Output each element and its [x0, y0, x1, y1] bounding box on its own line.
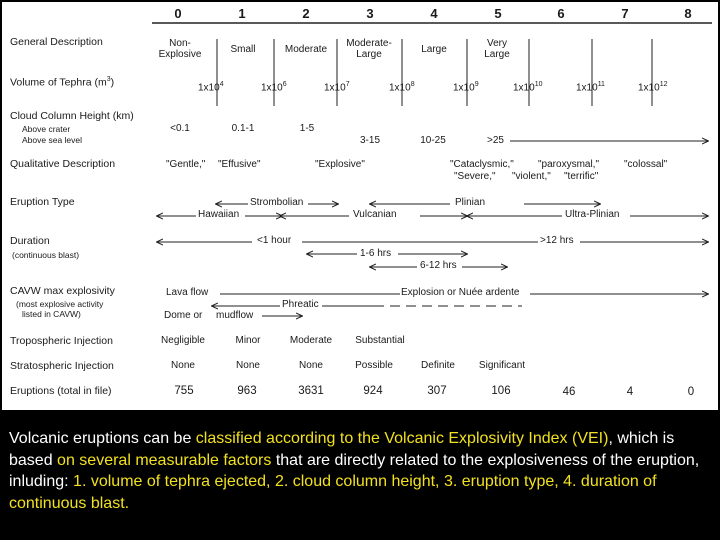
type-ultra-plinian: Ultra-Plinian: [565, 209, 620, 220]
cavw-phreatic: Phreatic: [282, 299, 319, 310]
row-label-volume: Volume of Tephra $(m^3)$: [10, 76, 115, 89]
vei-header-8: 8: [684, 6, 692, 21]
row-sublabel-cavw-2: listed in CAVW): [22, 309, 81, 319]
eruptions-vei-1: 963: [237, 385, 257, 397]
qual-effusive: "Effusive": [218, 159, 261, 170]
duration-6-12-hrs: 6-12 hrs: [420, 260, 457, 271]
volume-1e10: $1x10^{10}$: [513, 81, 543, 94]
vei-figure: [2, 2, 718, 410]
type-vulcanian: Vulcanian: [353, 209, 397, 220]
row-label-tropospheric: Tropospheric Injection: [10, 335, 113, 347]
cavw-explosion: Explosion or Nuée ardente: [401, 287, 520, 298]
eruptions-vei-3: 924: [363, 385, 383, 397]
eruptions-vei-5: 106: [491, 385, 511, 397]
qual-paroxysmal: "paroxysmal,": [538, 159, 600, 170]
cavw-dome-or: Dome or: [164, 310, 203, 321]
cavw-mudflow: mudflow: [216, 310, 254, 321]
row-label-stratospheric: Stratospheric Injection: [10, 360, 114, 372]
diagram-lines: [2, 2, 718, 410]
eruptions-vei-6: 46: [562, 386, 576, 398]
row-label-eruptions: Eruptions (total in file): [10, 385, 112, 397]
general-vei-4: Large: [421, 44, 447, 55]
duration-1-6-hrs: 1-6 hrs: [360, 248, 392, 259]
cavw-lava-flow: Lava flow: [166, 287, 209, 298]
cloud-vei-4: 10-25: [420, 135, 446, 146]
strat-vei-0: None: [171, 360, 195, 371]
row-label-duration: Duration: [10, 235, 50, 247]
vei-header-6: 6: [557, 6, 565, 21]
type-hawaiian: Hawaiian: [198, 209, 240, 220]
row-label-qualitative: Qualitative Description: [10, 158, 116, 170]
vei-header-4: 4: [430, 6, 438, 21]
general-vei-3: Moderate- Large: [346, 38, 392, 60]
qual-terrific: "terrific": [564, 171, 599, 182]
eruptions-vei-8: 0: [687, 386, 695, 398]
cloud-vei-3: 3-15: [359, 135, 381, 146]
cloud-vei-2: 1-5: [299, 123, 315, 134]
row-label-cloud-height: Cloud Column Height (km): [10, 110, 134, 122]
type-strombolian: Strombolian: [250, 197, 304, 208]
qual-explosive: "Explosive": [315, 159, 365, 170]
strat-vei-5: Significant: [478, 360, 526, 371]
row-sublabel-duration: (continuous blast): [12, 250, 80, 260]
general-vei-0: Non- Explosive: [158, 38, 202, 60]
volume-1e9: $1x10^9$: [453, 81, 479, 94]
general-vei-5: Very Large: [484, 38, 510, 60]
volume-1e12: $1x10^{12}$: [638, 81, 668, 94]
vei-header-5: 5: [494, 6, 502, 21]
row-label-eruption-type: Eruption Type: [10, 196, 75, 208]
qual-colossal: "colossal": [624, 159, 668, 170]
general-vei-1: Small: [230, 44, 256, 55]
strat-vei-4: Definite: [421, 360, 455, 371]
eruptions-vei-7: 4: [626, 386, 634, 398]
trop-vei-2: Moderate: [289, 335, 333, 346]
type-plinian: Plinian: [455, 197, 486, 208]
qual-cataclysmic: "Cataclysmic,": [450, 159, 514, 170]
row-sublabel-above-sea-level: Above sea level: [22, 135, 83, 145]
volume-1e8: $1x10^8$: [389, 81, 415, 94]
vei-header-1: 1: [238, 6, 246, 21]
strat-vei-1: None: [236, 360, 260, 371]
caption-highlight-vei: classified according to the Volcanic Explosivity Index (VEI): [195, 430, 609, 447]
eruptions-vei-4: 307: [427, 385, 447, 397]
qual-violent: "violent,": [512, 171, 551, 182]
vei-header-0: 0: [174, 6, 182, 21]
caption-highlight-list: 1. volume of tephra ejected, 2. cloud column height, 3. eruption type, 4. duration of continuous blast.: [9, 473, 657, 512]
volume-1e6: $1x10^6$: [261, 81, 287, 94]
cloud-vei-0: <0.1: [170, 123, 190, 134]
row-label-general: General Description: [10, 36, 103, 48]
trop-vei-3: Substantial: [355, 335, 405, 346]
caption-highlight-factors: on several measurable factors: [57, 451, 272, 469]
qual-severe: "Severe,": [454, 171, 496, 182]
strat-vei-3: Possible: [355, 360, 393, 371]
row-sublabel-cavw-1: (most explosive activity: [16, 299, 104, 309]
volume-1e7: $1x10^7$: [324, 81, 350, 94]
strat-vei-2: None: [299, 360, 323, 371]
cloud-vei-5: >25: [487, 135, 504, 146]
vei-header-2: 2: [302, 6, 310, 21]
row-sublabel-above-crater: Above crater: [22, 124, 71, 134]
row-label-cavw: CAVW max explosivity: [10, 285, 115, 297]
duration-gt12-hrs: >12 hrs: [540, 235, 574, 246]
eruptions-vei-2: 3631: [298, 385, 324, 397]
volume-1e11: $1x10^{11}$: [576, 81, 605, 94]
eruptions-vei-0: 755: [174, 385, 194, 397]
volume-1e4: $1x10^4$: [198, 81, 224, 94]
vei-header-3: 3: [366, 6, 374, 21]
qual-gentle: "Gentle,": [166, 159, 206, 170]
cloud-vei-1: 0.1-1: [231, 123, 255, 134]
duration-lt1-hour: <1 hour: [257, 235, 292, 246]
caption: Volcanic eruptions can be classified according to the Volcanic Explosivity Index (VEI), which is based on several measurable factors that are directly related to the explosiveness of the eruption, inluding: 1. volume of tephra ejected, 2. cloud column height, 3. eruption type, 4. duration of continuous blast.: [9, 430, 700, 512]
vei-header-7: 7: [621, 6, 629, 21]
trop-vei-0: Negligible: [161, 335, 205, 346]
trop-vei-1: Minor: [235, 335, 261, 346]
general-vei-2: Moderate: [284, 44, 328, 55]
